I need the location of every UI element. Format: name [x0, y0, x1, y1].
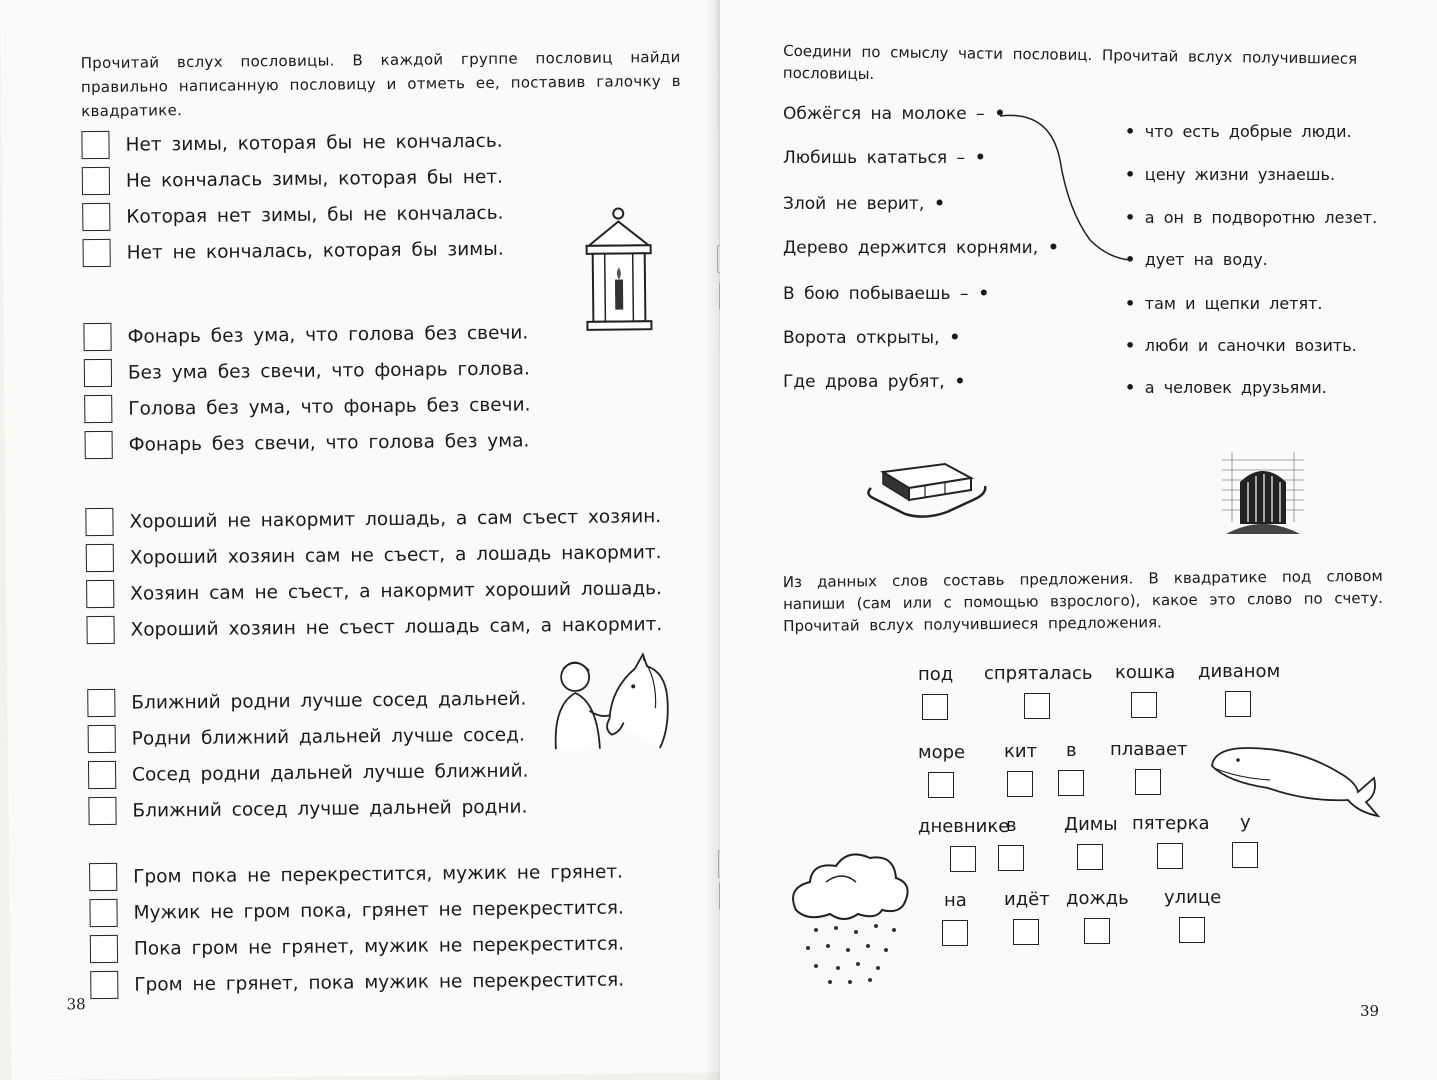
proverb-text: Ближний сосед лучше дальней родни. — [132, 796, 528, 822]
word-order-box[interactable] — [1232, 842, 1258, 868]
proverb-option — [90, 926, 625, 968]
connect-dot[interactable]: • — [968, 284, 990, 304]
proverb-text: Ближний родни лучше сосед дальней. — [131, 688, 527, 714]
proverb-start-text: Обжёгся на молоке – — [783, 104, 985, 124]
scrambled-word: в — [1066, 740, 1077, 761]
gate-icon — [1222, 452, 1304, 534]
proverb-start[interactable] — [783, 372, 965, 392]
proverb-text: Голова без ума, что фонарь без свечи. — [128, 393, 531, 420]
proverb-text: Хороший хозяин не съест лошадь сам, а накормит. — [130, 613, 663, 641]
word-order-box[interactable] — [942, 920, 968, 946]
connect-dot[interactable]: • — [1125, 122, 1145, 141]
checkbox[interactable] — [81, 131, 109, 159]
word-order-box[interactable] — [1157, 843, 1183, 869]
proverb-group — [87, 681, 529, 830]
proverb-end-text: цену жизни узнаешь. — [1144, 165, 1336, 184]
proverb-option — [82, 231, 504, 271]
proverb-end-text: а он в подворотню лезет. — [1144, 208, 1378, 227]
proverb-end-text: что есть добрые люди. — [1144, 122, 1352, 141]
proverb-end[interactable] — [1125, 294, 1323, 313]
proverb-end[interactable] — [1125, 165, 1335, 184]
proverb-text: Гром пока не перекрестится, мужик не грянет. — [133, 861, 624, 888]
connect-dot[interactable]: • — [984, 104, 1006, 124]
proverb-group — [81, 123, 504, 271]
word-order-box[interactable] — [1077, 844, 1103, 870]
word-order-box[interactable] — [928, 772, 954, 798]
checkbox[interactable] — [88, 725, 116, 753]
proverb-option — [82, 195, 504, 235]
lantern-icon — [574, 205, 663, 336]
proverb-start-text: Дерево держится корнями, — [783, 238, 1039, 258]
scrambled-word: дневнике — [918, 816, 1010, 837]
proverb-text: Фонарь без ума, что голова без свечи. — [127, 321, 529, 348]
checkbox[interactable] — [85, 508, 113, 536]
word-order-box[interactable] — [1058, 770, 1084, 796]
word-order-box[interactable] — [1007, 771, 1033, 797]
scrambled-word: кит — [1004, 741, 1038, 762]
proverb-start[interactable] — [783, 148, 986, 168]
scrambled-word: на — [944, 890, 967, 911]
proverb-end[interactable] — [1125, 336, 1357, 355]
proverb-start-text: Ворота открыты, — [783, 328, 940, 348]
proverb-option — [89, 890, 624, 932]
right-instruction-1: Соедини по смыслу части пословиц. Прочитай вслух получившиеся пословицы. — [782, 41, 1358, 84]
left-instruction: Прочитай вслух пословицы. В каждой группе пословиц найди правильно написанную пословицу и отметь ее, поставив галочку в квадратике. — [80, 47, 681, 121]
scrambled-word: под — [918, 664, 954, 685]
scrambled-word: кошка — [1115, 662, 1176, 683]
word-order-box[interactable] — [998, 845, 1024, 871]
sled-icon — [865, 458, 995, 530]
scrambled-word: море — [918, 742, 966, 763]
proverb-start[interactable] — [783, 194, 945, 214]
connect-dot[interactable]: • — [1125, 250, 1145, 269]
proverb-text: Родни ближний дальней лучше сосед. — [131, 724, 525, 750]
checkbox[interactable] — [87, 689, 115, 717]
checkbox[interactable] — [90, 971, 118, 999]
checkbox[interactable] — [84, 359, 112, 387]
proverb-option — [87, 681, 528, 722]
proverb-end[interactable] — [1125, 208, 1377, 227]
connect-dot[interactable]: • — [965, 148, 986, 168]
proverb-start[interactable] — [783, 328, 960, 348]
scrambled-word: улице — [1164, 887, 1222, 908]
proverb-start-text: В бою побываешь – — [783, 284, 969, 304]
scrambled-word: у — [1240, 812, 1251, 833]
proverb-option — [84, 350, 531, 391]
connect-dot[interactable]: • — [1125, 336, 1145, 355]
page-number-right: 39 — [1360, 1002, 1380, 1020]
proverb-option — [85, 498, 661, 540]
connection-line — [990, 100, 1150, 270]
proverb-text: Пока гром не грянет, мужик не перекрестится. — [133, 933, 625, 960]
scrambled-word: плавает — [1110, 739, 1188, 760]
proverb-end-text: а человек друзьями. — [1144, 378, 1327, 397]
checkbox[interactable] — [89, 899, 117, 927]
connect-dot[interactable]: • — [939, 328, 961, 348]
proverb-option — [84, 386, 531, 427]
connect-dot[interactable]: • — [1125, 378, 1145, 397]
checkbox[interactable] — [83, 323, 111, 351]
right-page — [720, 0, 1437, 1080]
proverb-text: Сосед родни дальней лучше ближний. — [132, 760, 529, 786]
proverb-text: Хороший не накормит лошадь, а сам съест хозяин. — [129, 505, 662, 533]
proverb-start-text: Любишь кататься – — [783, 148, 966, 168]
proverb-option — [88, 789, 529, 830]
scrambled-word: дождь — [1066, 888, 1129, 909]
proverb-end[interactable] — [1125, 378, 1327, 397]
word-order-box[interactable] — [1013, 919, 1039, 945]
scrambled-word: диваном — [1198, 661, 1281, 682]
proverb-end-text: люби и саночки возить. — [1144, 336, 1357, 355]
checkbox[interactable] — [90, 935, 118, 963]
whale-icon — [1208, 738, 1383, 820]
proverb-option — [81, 123, 503, 163]
scrambled-word: в — [1006, 815, 1017, 836]
proverb-text: Не кончалась зимы, которая бы нет. — [125, 166, 504, 192]
proverb-option — [88, 717, 529, 758]
connect-dot[interactable]: • — [1125, 208, 1145, 227]
right-instruction-2: Из данных слов составь предложения. В квадратике под словом напиши (сам или с помощью взрослого), какое это слово по счету. Прочитай вслух получившиеся предложения. — [782, 566, 1384, 636]
proverb-option — [90, 962, 625, 1004]
horse-boy-icon — [539, 648, 680, 759]
connect-dot[interactable]: • — [1125, 294, 1145, 313]
checkbox[interactable] — [84, 395, 112, 423]
page-number-left: 38 — [66, 995, 86, 1014]
checkbox[interactable] — [82, 203, 110, 231]
proverb-text: Нет зимы, которая бы не кончалась. — [125, 130, 503, 156]
checkbox[interactable] — [82, 167, 110, 195]
proverb-end-text: дует на воду. — [1144, 250, 1268, 269]
proverb-start[interactable] — [783, 284, 989, 304]
proverb-option — [86, 570, 662, 612]
checkbox[interactable] — [85, 431, 113, 459]
connect-dot[interactable]: • — [1125, 165, 1145, 184]
proverb-start-text: Где дрова рубят, — [783, 372, 945, 392]
scrambled-word: пятерка — [1132, 813, 1210, 834]
proverb-option — [83, 314, 530, 355]
proverb-text: Нет не кончалась, которая бы зимы. — [126, 238, 504, 264]
checkbox[interactable] — [88, 761, 116, 789]
proverb-text: Фонарь без свечи, что голова без ума. — [128, 429, 530, 456]
proverb-text: Гром не грянет, пока мужик не перекрестится. — [134, 969, 625, 996]
proverb-group — [89, 854, 625, 1004]
word-order-box[interactable] — [950, 846, 976, 872]
proverb-text: Хороший хозяин сам не съест, а лошадь накормит. — [129, 541, 662, 569]
proverb-start[interactable] — [783, 104, 1005, 124]
checkbox[interactable] — [86, 580, 114, 608]
checkbox[interactable] — [86, 616, 114, 644]
proverb-option — [89, 854, 624, 896]
proverb-text: Которая нет зимы, бы не кончалась. — [126, 202, 504, 228]
proverb-start-text: Злой не верит, — [783, 194, 925, 214]
word-order-box[interactable] — [922, 694, 948, 720]
word-order-box[interactable] — [1179, 917, 1205, 943]
checkbox[interactable] — [89, 863, 117, 891]
scrambled-word: идёт — [1004, 889, 1050, 910]
rain-cloud-icon — [786, 848, 916, 988]
word-order-box[interactable] — [1084, 918, 1110, 944]
proverb-option — [88, 753, 529, 794]
scrambled-word: Димы — [1064, 814, 1118, 835]
word-order-box[interactable] — [1131, 692, 1157, 718]
proverb-text: Мужик не гром пока, грянет не перекрестится. — [133, 897, 624, 924]
proverb-text: Хозяин сам не съест, а накормит хороший лошадь. — [130, 577, 662, 605]
word-order-box[interactable] — [1225, 691, 1251, 717]
proverb-end[interactable] — [1125, 122, 1352, 141]
checkbox[interactable] — [88, 797, 116, 825]
connect-dot[interactable]: • — [944, 372, 966, 392]
checkbox[interactable] — [83, 239, 111, 267]
scrambled-word: спряталась — [984, 663, 1093, 684]
proverb-group — [85, 498, 662, 648]
proverb-option — [84, 422, 531, 463]
proverb-option — [82, 159, 504, 199]
proverb-text: Без ума без свечи, что фонарь голова. — [127, 357, 530, 384]
proverb-option — [86, 606, 662, 648]
checkbox[interactable] — [86, 544, 114, 572]
proverb-end-text: там и щепки летят. — [1144, 294, 1323, 313]
proverb-option — [86, 534, 662, 576]
connect-dot[interactable]: • — [924, 194, 946, 214]
word-order-box[interactable] — [1135, 769, 1161, 795]
connect-dot[interactable]: • — [1038, 238, 1059, 258]
proverb-group — [83, 314, 531, 463]
word-order-box[interactable] — [1024, 693, 1050, 719]
